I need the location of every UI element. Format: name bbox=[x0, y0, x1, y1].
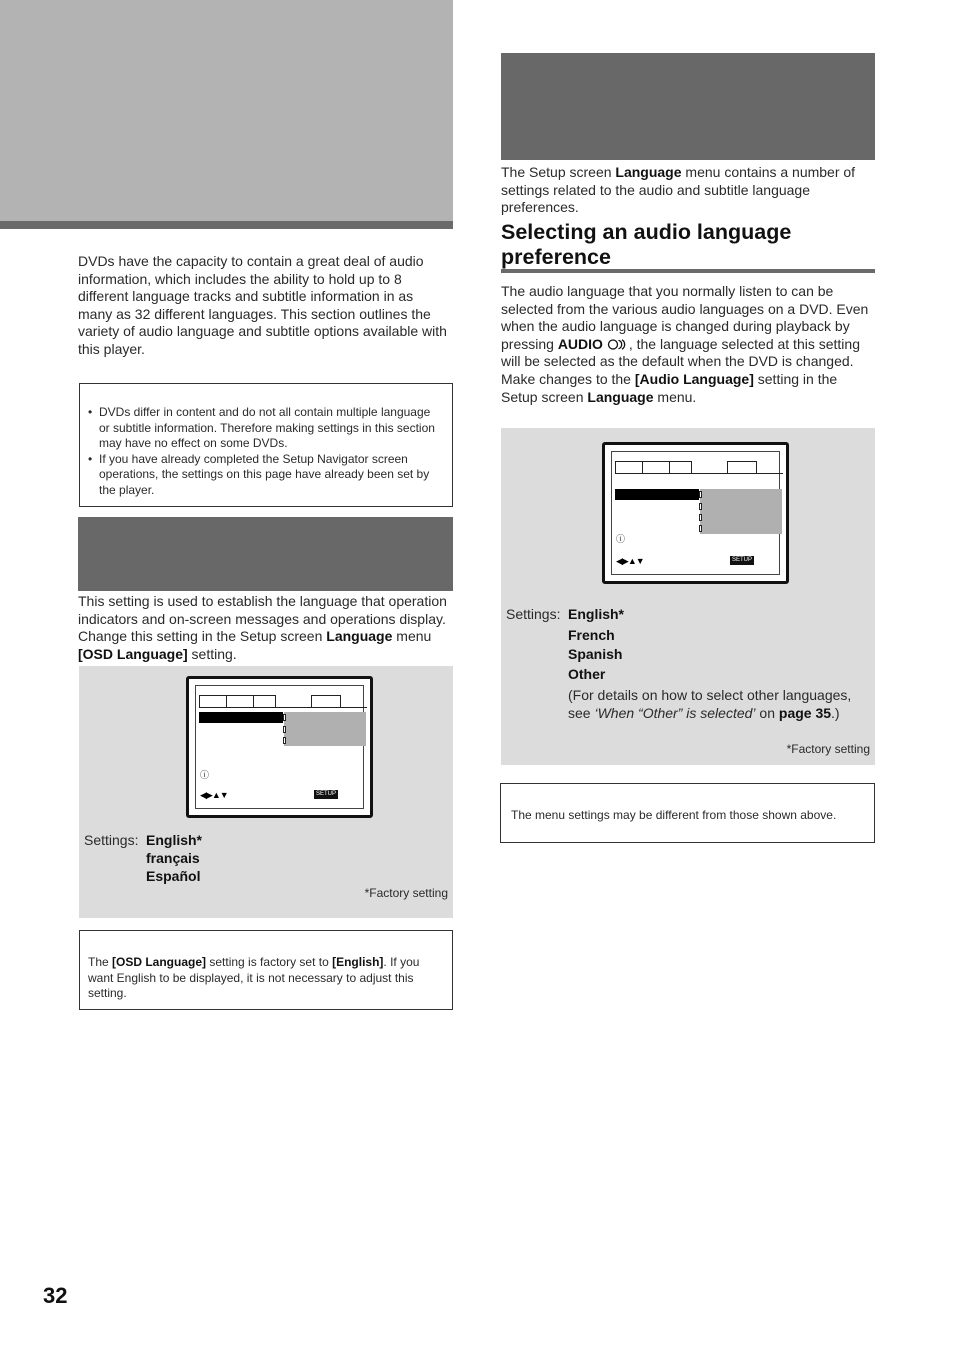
audio-settings-panel bbox=[501, 428, 875, 765]
other-language-note: (For details on how to select other languages, see ‘When “Other” is selected’ on page 35.) bbox=[568, 687, 852, 721]
osd-menu-screen bbox=[186, 676, 373, 818]
osd-option: français bbox=[146, 850, 200, 866]
setup-badge: SETUP bbox=[316, 791, 337, 797]
osd-factory-note: *Factory setting bbox=[364, 886, 448, 900]
header-rule bbox=[0, 221, 453, 229]
notes-list bbox=[88, 405, 442, 498]
note-item: • If you have already completed the Setup Navigator screen operations, the settings on this page have already been set by the player. bbox=[88, 452, 442, 499]
osd-section-header bbox=[78, 517, 453, 591]
audio-button-icon bbox=[607, 337, 629, 348]
option-marker bbox=[699, 491, 702, 498]
option-marker bbox=[283, 714, 286, 721]
option-marker bbox=[283, 737, 286, 744]
osd-option: Español bbox=[146, 868, 201, 884]
osd-note-box bbox=[79, 930, 453, 1010]
page-number: 32 bbox=[43, 1283, 68, 1308]
menu-note-box bbox=[500, 783, 875, 843]
header-gray-panel bbox=[0, 0, 453, 221]
options-area bbox=[284, 712, 366, 746]
audio-language-heading: Selecting an audio language preference bbox=[501, 220, 792, 269]
menu-tab-line bbox=[615, 473, 783, 474]
audio-option: English* bbox=[568, 606, 625, 622]
info-icon: ⓘ bbox=[200, 770, 210, 780]
menu-tab-line bbox=[199, 707, 367, 708]
note-item: • DVDs differ in content and do not all contain multiple language or subtitle information. Therefore making settings in this section may have no effect on some DVDs. bbox=[88, 405, 442, 452]
setup-badge: SETUP bbox=[732, 557, 753, 563]
audio-option: Other bbox=[568, 666, 606, 682]
language-section-header bbox=[501, 53, 875, 160]
option-marker bbox=[699, 525, 702, 532]
osd-note-text: The [OSD Language] setting is factory set to [English]. If you want English to be displayed, it is not necessary to adjust this setting. bbox=[88, 955, 420, 1000]
heading-underline bbox=[501, 269, 875, 273]
option-marker bbox=[699, 503, 702, 510]
selected-menu-item bbox=[199, 712, 283, 723]
osd-option: English* bbox=[146, 832, 203, 848]
info-icon: ⓘ bbox=[616, 534, 626, 544]
option-marker bbox=[699, 514, 702, 521]
osd-settings-label: Settings: bbox=[84, 832, 139, 848]
selected-menu-item bbox=[615, 489, 699, 500]
audio-description: The audio language that you normally listen to can be selected from the various audio languages on a DVD. Even when the audio language is changed during playback by pressing AUDIO , the language selected at this setting will be selected as the default when the DVD is changed. Make changes to the [Audio Language] setting in the Setup screen Language menu. bbox=[501, 283, 869, 405]
language-intro: The Setup screen Language menu contains a number of settings related to the audio and subtitle language preferences. bbox=[501, 164, 856, 216]
direction-arrows-icon: ◀▶▲▼ bbox=[200, 790, 228, 800]
osd-settings-panel bbox=[79, 666, 453, 918]
osd-description: This setting is used to establish the language that operation indicators and on-screen messages and operations display. Change this setting in the Setup screen Language menu [OSD Language] setting. bbox=[78, 593, 447, 662]
notes-box bbox=[79, 383, 453, 507]
menu-note-text: The menu settings may be different from those shown above. bbox=[511, 808, 837, 822]
audio-option: French bbox=[568, 627, 615, 643]
option-marker bbox=[283, 726, 286, 733]
audio-factory-note: *Factory setting bbox=[786, 742, 870, 756]
options-area bbox=[700, 489, 782, 534]
audio-settings-label: Settings: bbox=[506, 606, 561, 622]
intro-paragraph: DVDs have the capacity to contain a great deal of audio information, which includes the ability to hold up to 8 different language tracks and subtitle information in as many as 32 different languages. This section outlines the variety of audio language and subtitle options available with this player. bbox=[78, 253, 447, 357]
direction-arrows-icon: ◀▶▲▼ bbox=[616, 556, 644, 566]
audio-menu-screen bbox=[602, 442, 789, 584]
audio-option: Spanish bbox=[568, 646, 623, 662]
